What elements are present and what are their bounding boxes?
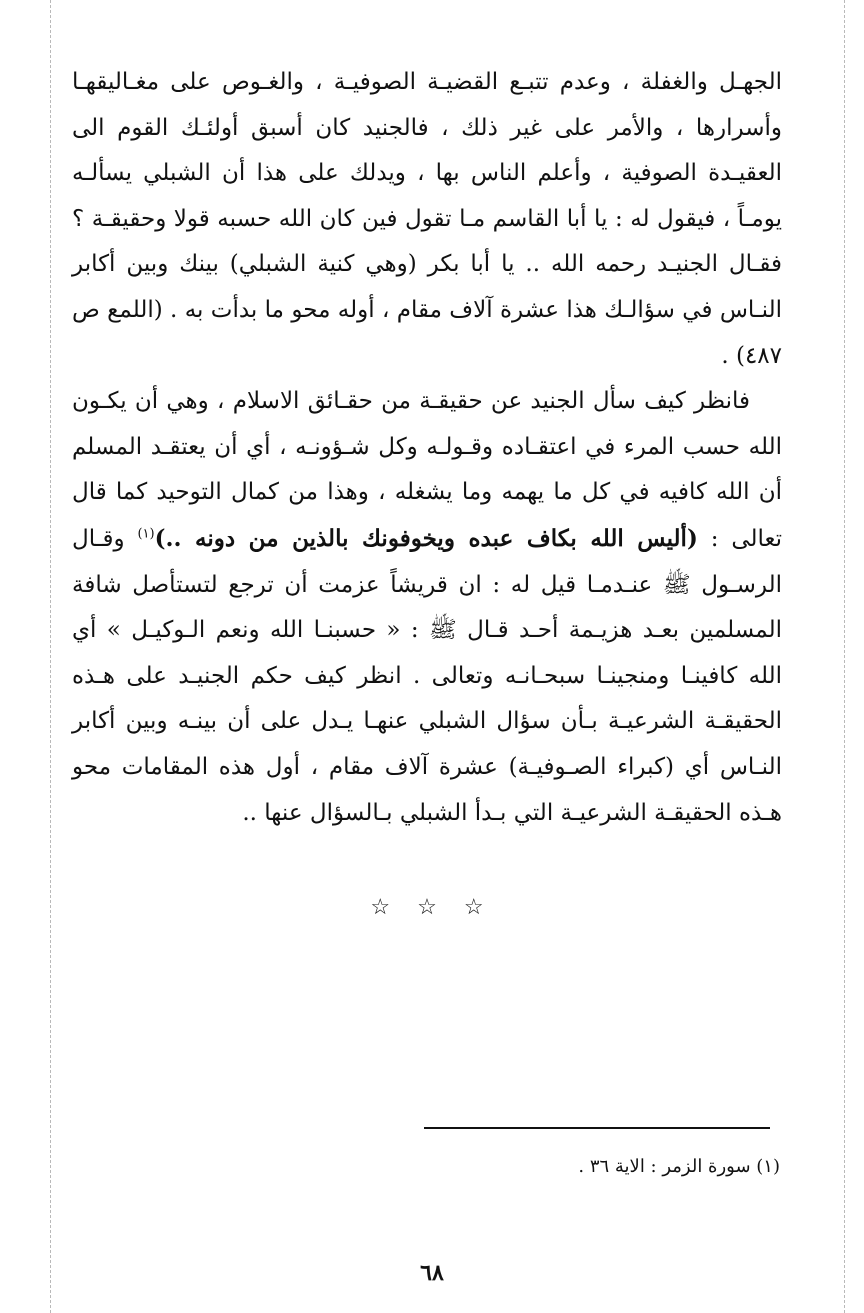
paragraph-2-text-a: فانظر كيف سأل الجنيد عن حقيقـة من حقـائق الاسلام ، وهي أن يكـون الله حسب المرء في اعتقـاده وقـولـه وكل شـؤونـه ، أي أن يعتقـد المسلم أن الله كافيه في كل ما يهمه وما يشغله ، وهذا من كمال التوحيد كما قال تعالى : xyxy=(72,388,783,552)
right-margin-guide xyxy=(844,0,845,1313)
footnote-reference: (١) xyxy=(137,526,155,542)
footnote-divider xyxy=(424,1127,770,1129)
paragraph-1 xyxy=(72,60,782,379)
paragraph-1-text: الجهـل والغفلة ، وعدم تتبـع القضيـة الصوفيـة ، والغـوص على مغـاليقهـا وأسرارها ، والأمر على غير ذلك ، فالجنيد كان أسبق أولئـك القوم الى العقيـدة الصوفية ، وأعلم الناس بها ، ويدلك على هذا أن الشبلي يسألـه يومـاً ، فيقول له : يا أبا القاسم مـا تقول فين كان الله حسبه قولا وحقيقـة ؟ فقـال الجنيـد رحمه الله .. يا أبا بكر (وهي كنية الشبلي) بينك وبين أكابر النـاس في سؤالـك هذا عشرة آلاف مقام ، أوله محو ما بدأت به . (اللمع ص ٤٨٧) . xyxy=(72,69,782,369)
body-text xyxy=(72,60,782,836)
section-separator: ☆ ☆ ☆ xyxy=(370,895,494,920)
paragraph-2-text-b: وقـال الرسـول ﷺ عنـدمـا قيل له : ان قريشاً عزمت أن ترجع لتستأصل شافة المسلمين بعـد هزيـمة أحـد قـال ﷺ : « حسبنـا الله ونعم الـوكيـل » أي الله كافينـا ومنجينـا سبحـانـه وتعالى . انظر كيف حكم الجنيـد على هـذه الحقيقـة الشرعيـة بـأن سؤال الشبلي عنهـا يـدل على أن بينـه وبين أكابر النـاس أي (كبراء الصـوفيـة) عشرة آلاف مقام ، أول هذه المقامات محو هـذه الحقيقـة الشرعيـة التي بـدأ الشبلي بـالسؤال عنها .. xyxy=(72,525,782,826)
quran-quote: (أليس الله بكاف عبده ويخوفونك بالذين من دونه ..) xyxy=(154,524,698,552)
page-number: ٦٨ xyxy=(420,1260,444,1286)
paragraph-2 xyxy=(72,379,782,836)
left-margin-guide xyxy=(50,0,51,1313)
footnote: (١) سورة الزمر : الاية ٣٦ . xyxy=(578,1156,780,1177)
